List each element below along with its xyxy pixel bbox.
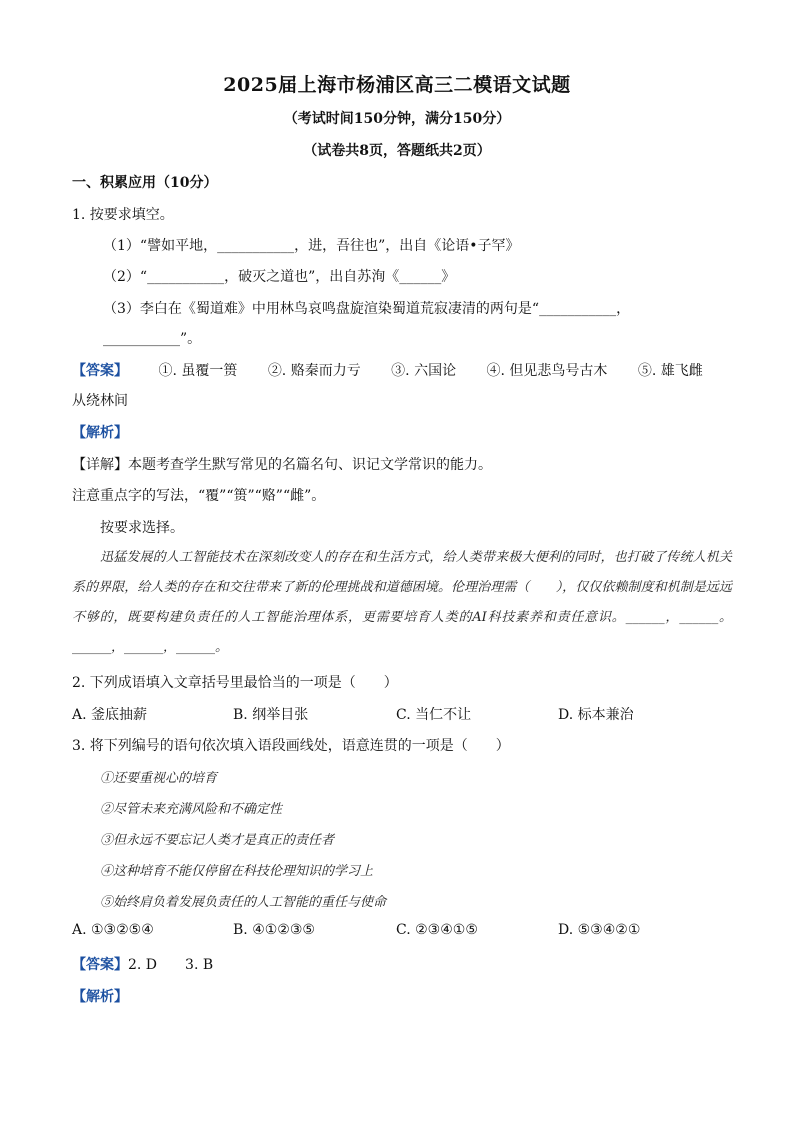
detail-text: 【详解】本题考查学生默写常见的名篇名句、识记文学常识的能力。 xyxy=(72,457,492,473)
q1-item-3b: ___________”。 xyxy=(103,331,202,347)
q1-item-2: （2）“___________，破灭之道也”，出自苏洵《______》 xyxy=(103,269,456,285)
note-text: 注意重点字的写法，“覆”“篑”“赂”“雌”。 xyxy=(72,488,326,504)
q2-option-b: B. 纲举目张 xyxy=(233,707,309,723)
passage-text: 迅猛发展的人工智能技术在深刻改变人的存在和生活方式，给人类带来极大便利的同时，也打破了传统人机关系的界限，给人类的存在和交往带来了新的伦理挑战和道德困境。伦理治理需（ ），仅仅依赖制度和机制是远远不够的，既要构建负责任的人工智能治理体系，更需要培育人类的AI科技素养和责任意识。______，______。______，______，______。 xyxy=(72,550,732,655)
q3-option-c: C. ②③④①⑤ xyxy=(396,922,478,938)
q1-answers xyxy=(72,360,703,380)
reading-passage xyxy=(72,543,732,663)
answer-item: ④. 但见悲鸟号古木 xyxy=(486,363,608,379)
q2-option-c: C. 当仁不让 xyxy=(396,707,472,723)
answer-tag: 【答案】 xyxy=(72,363,128,379)
sentence-item: ②尽管未来充满风险和不确定性 xyxy=(100,802,283,817)
q3-stem: 3. 将下列编号的语句依次填入语段画线处，语意连贯的一项是（ ） xyxy=(72,738,510,754)
answer-item: ⑤. 雄飞雌 xyxy=(637,363,703,379)
q2-stem: 2. 下列成语填入文章括号里最恰当的一项是（ ） xyxy=(72,675,398,691)
answer-continuation: 从绕林间 xyxy=(72,393,128,409)
q1-item-3a: （3）李白在《蜀道难》中用林鸟哀鸣盘旋渲染蜀道荒寂凄清的两句是“___________， xyxy=(103,301,631,317)
answer-item: ③. 六国论 xyxy=(391,363,457,379)
q2-option-a: A. 釜底抽薪 xyxy=(72,707,148,723)
analysis-tag: 【解析】 xyxy=(72,425,128,441)
section2-intro: 按要求选择。 xyxy=(100,520,184,536)
analysis-tag: 【解析】 xyxy=(72,989,128,1005)
answer-tag: 【答案】 xyxy=(72,957,128,973)
answer-item: ①. 虽覆一篑 xyxy=(158,363,238,379)
section-heading: 一、积累应用（10分） xyxy=(72,175,218,191)
exam-pages-note: （试卷共8页，答题纸共2页） xyxy=(303,143,491,159)
q3-option-a: A. ①③②⑤④ xyxy=(72,922,154,938)
q3-option-b: B. ④①②③⑤ xyxy=(233,922,315,938)
exam-time-note: （考试时间150分钟，满分150分） xyxy=(283,111,511,127)
q1-item-1: （1）“譬如平地，___________，进，吾往也”，出自《论语•子罕》 xyxy=(103,238,520,254)
answer-text: 2. D 3. B xyxy=(128,957,214,973)
sentence-item: ⑤始终肩负着发展负责任的人工智能的重任与使命 xyxy=(100,895,387,910)
q2-option-d: D. 标本兼治 xyxy=(558,707,634,723)
sentence-item: ①还要重视心的培育 xyxy=(100,771,218,786)
sentence-item: ③但永远不要忘记人类才是真正的责任者 xyxy=(100,833,335,848)
q3-option-d: D. ⑤③④②① xyxy=(558,922,641,938)
answer-item: ②. 赂秦而力亏 xyxy=(267,363,361,379)
page-title: 2025届上海市杨浦区高三二模语文试题 xyxy=(223,74,571,96)
q2-q3-answers xyxy=(72,954,213,974)
q1-stem: 1. 按要求填空。 xyxy=(72,207,174,223)
sentence-item: ④这种培育不能仅停留在科技伦理知识的学习上 xyxy=(100,864,374,879)
